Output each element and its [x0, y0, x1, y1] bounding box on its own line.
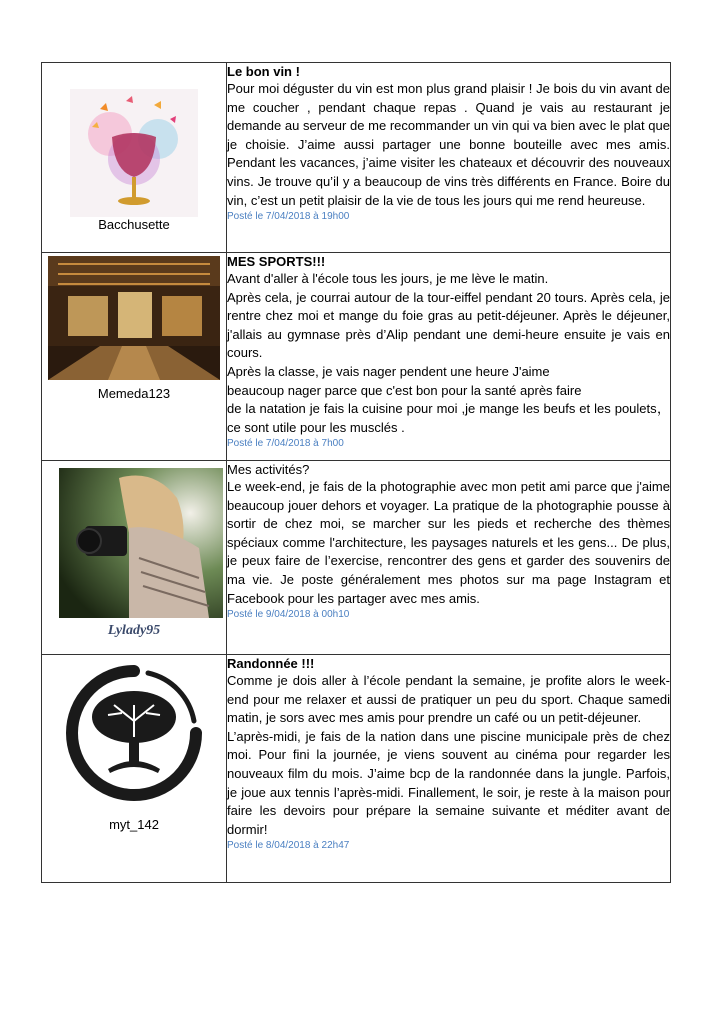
post-body [227, 270, 670, 437]
post-date: Posté le 8/04/2018 à 22h47 [227, 840, 350, 852]
post-row [42, 461, 671, 655]
post-date: Posté le 9/04/2018 à 00h10 [227, 609, 350, 621]
post-body-line: de la natation je fais la cuisine pour moi ,je mange les beufs et les poulets， ce sont utile pour les musclés . [227, 401, 670, 435]
post-row [42, 655, 671, 883]
post-title: Randonnée !!! [227, 656, 315, 671]
camera-photographer-photo-icon [59, 468, 223, 618]
post-title: Le bon vin ! [227, 64, 300, 79]
post-body-line: beaucoup nager parce que c'est bon pour la santé après faire [227, 382, 582, 398]
post-content-cell [227, 655, 671, 883]
post-row [42, 253, 671, 461]
post-title: MES SPORTS!!! [227, 254, 326, 269]
post-content-cell [227, 461, 671, 655]
post-body [227, 672, 670, 839]
author-username: myt_142 [109, 817, 159, 832]
post-body: Pour moi déguster du vin est mon plus grand plaisir ! Je bois du vin avant de me coucher , pendant chaque repas . Quand je vais au restaurant je demande au serveur de me recommander un vin qui va bien avec le plat que je choisie. J’aime aussi partager une bonne bouteille avec mes amis. Pendant les vacances, j’aime visiter les chateaux et découvrir des nouveaux vins. Je trouve qu’il y a beaucoup de vins très différents en France. Boire du vin, c’est un petit plaisir de la vie de tous les jours qui me rend heureuse. [227, 81, 670, 208]
post-body-line: Après cela, je courrai autour de la tour-eiffel pendant 20 tours. Après cela, je rentre chez moi et mange du foie gras au petit-déjeuner. Après le déjeuner, j'allais au gymnase près d’Alip pendant une demi-heure ensuite je vais en cours. [227, 289, 670, 361]
gym-interior-photo-icon [48, 256, 220, 380]
author-cell [42, 253, 227, 461]
post-body-line: L’après-midi, je fais de la nation dans une piscine municipale près de chez moi. Pour fini la journée, je viens souvent au cinéma pour regarder les nouveaux film du mois. J’aime bcp de la randonnée dans la jungle. Parfois, je joue aux tennis l’après-midi. Finallement, le soir, je reste à la maison pour faire les devoirs pour prépare la semaine suivante et méditer avant de dormir! [227, 728, 670, 837]
tree-of-life-circle-icon [58, 661, 210, 811]
author-username: Memeda123 [97, 386, 171, 401]
post-body-line: Après la classe, je vais nager pendent une heure J'aime [227, 363, 550, 379]
post-body-line: Avant d'aller à l'école tous les jours, je me lève le matin. [227, 271, 549, 286]
post-date: Posté le 7/04/2018 à 19h00 [227, 211, 350, 223]
post-title: Mes activités? [227, 462, 310, 477]
author-username: Bacchusette [98, 217, 170, 232]
author-cell [42, 655, 227, 883]
author-cell [42, 63, 227, 253]
wine-glass-butterflies-icon [70, 89, 198, 217]
posts-table [41, 62, 671, 883]
post-content-cell [227, 63, 671, 253]
author-username: Lylady95 [107, 623, 161, 638]
author-cell [42, 461, 227, 655]
post-body: Le week-end, je fais de la photographie avec mon petit ami parce que j'aime beaucoup jouer dehors et voyager. La pratique de la photographie pousse à sortir de chez moi, se marcher sur les pieds et recherche des thèmes spéciaux comme l'architecture, les paysages naturels et les gens... De plus, je peux faire de l’exercise, rencontrer des gens et garder des souvenirs de ma vie. Je poste généralement mes photos sur ma page Instagram et Facebook pour les partager avec mes amis. [227, 479, 670, 606]
post-content-cell [227, 253, 671, 461]
post-date: Posté le 7/04/2018 à 7h00 [227, 438, 344, 450]
post-row [42, 63, 671, 253]
post-body-line: Comme je dois aller à l’école pendant la semaine, je profite alors le week-end pour me relaxer et aussi de pratiquer un peu du sport. Chaque samedi matin, je sors avec mes amis pour prendre un café ou un petit-déjeuner. [227, 673, 670, 726]
